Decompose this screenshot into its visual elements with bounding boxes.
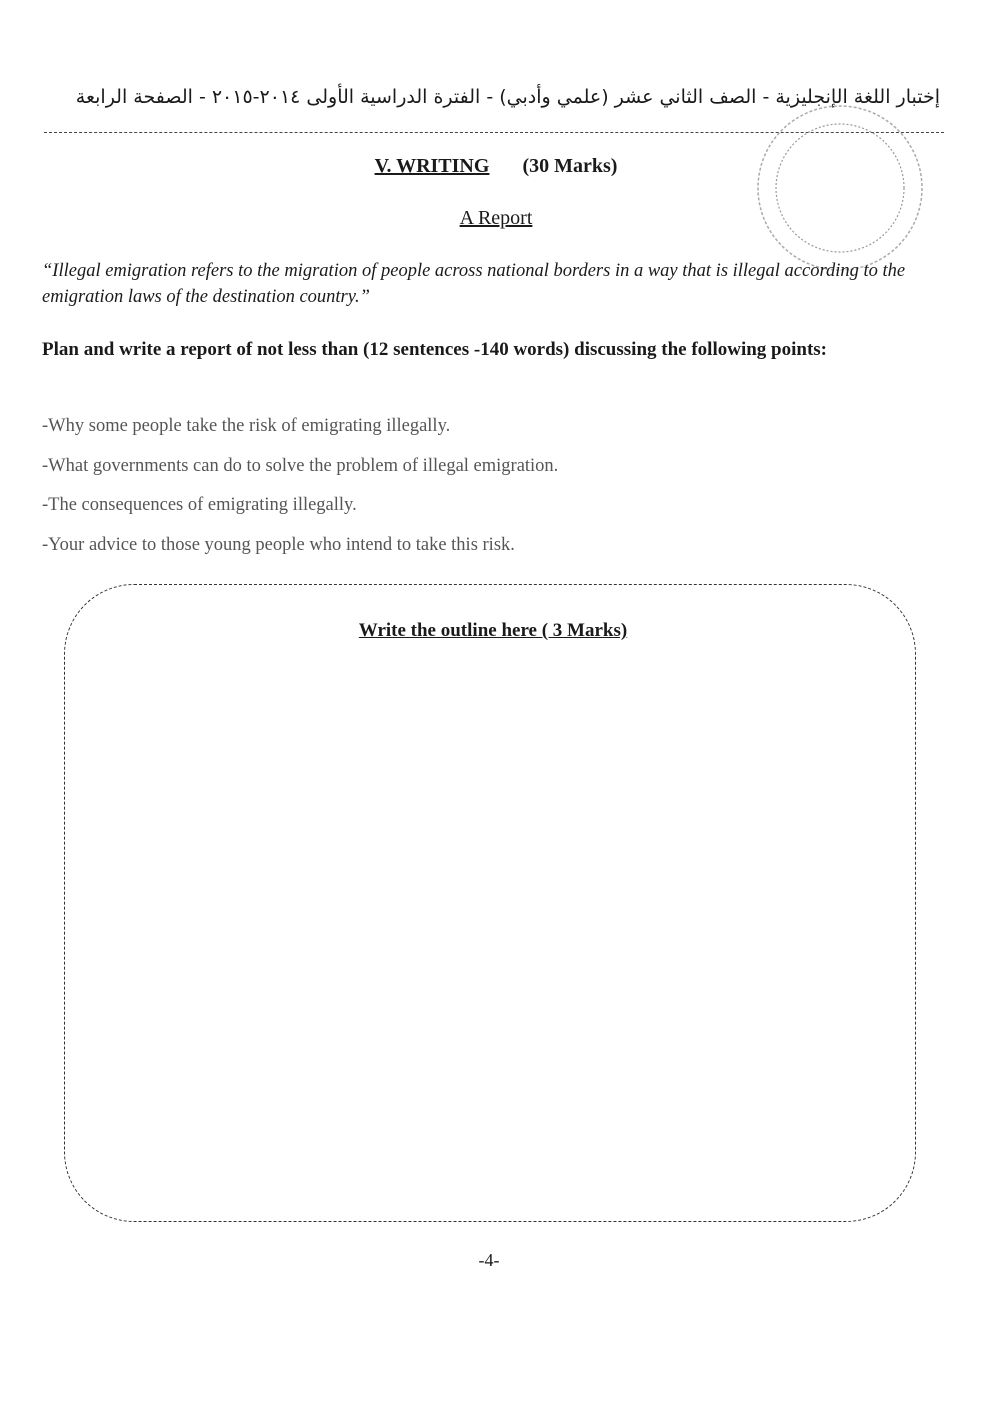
header-arabic-title: إختبار اللغة الإنجليزية - الصف الثاني عشر (علمي وأدبي) - الفترة الدراسية الأولى ٢٠١٤-٢٠١٥ - الصفحة الرابعة	[75, 86, 940, 108]
point-item: -Your advice to those young people who intend to take this risk.	[42, 534, 515, 555]
task-instruction: Plan and write a report of not less than (12 sentences -140 words) discussing the following points:	[42, 339, 828, 360]
definition-quote: “Illegal emigration refers to the migration of people across national borders in a way that is illegal according to the emigration laws of the destination country.”	[42, 261, 906, 307]
point-item: -What governments can do to solve the problem of illegal emigration.	[42, 455, 559, 476]
official-stamp-icon	[740, 96, 940, 276]
section-heading	[0, 155, 992, 178]
outline-title: Write the outline here ( 3 Marks)	[358, 620, 628, 641]
outline-answer-box[interactable]	[64, 584, 916, 1222]
section-marks: (30 Marks)	[522, 155, 618, 177]
page-number: -4-	[478, 1250, 500, 1270]
point-item: -The consequences of emigrating illegally.	[42, 495, 357, 515]
report-subtitle: A Report	[459, 207, 533, 229]
point-item: -Why some people take the risk of emigrating illegally.	[42, 416, 451, 436]
discussion-points	[42, 412, 922, 570]
section-title: V. WRITING	[374, 155, 490, 177]
